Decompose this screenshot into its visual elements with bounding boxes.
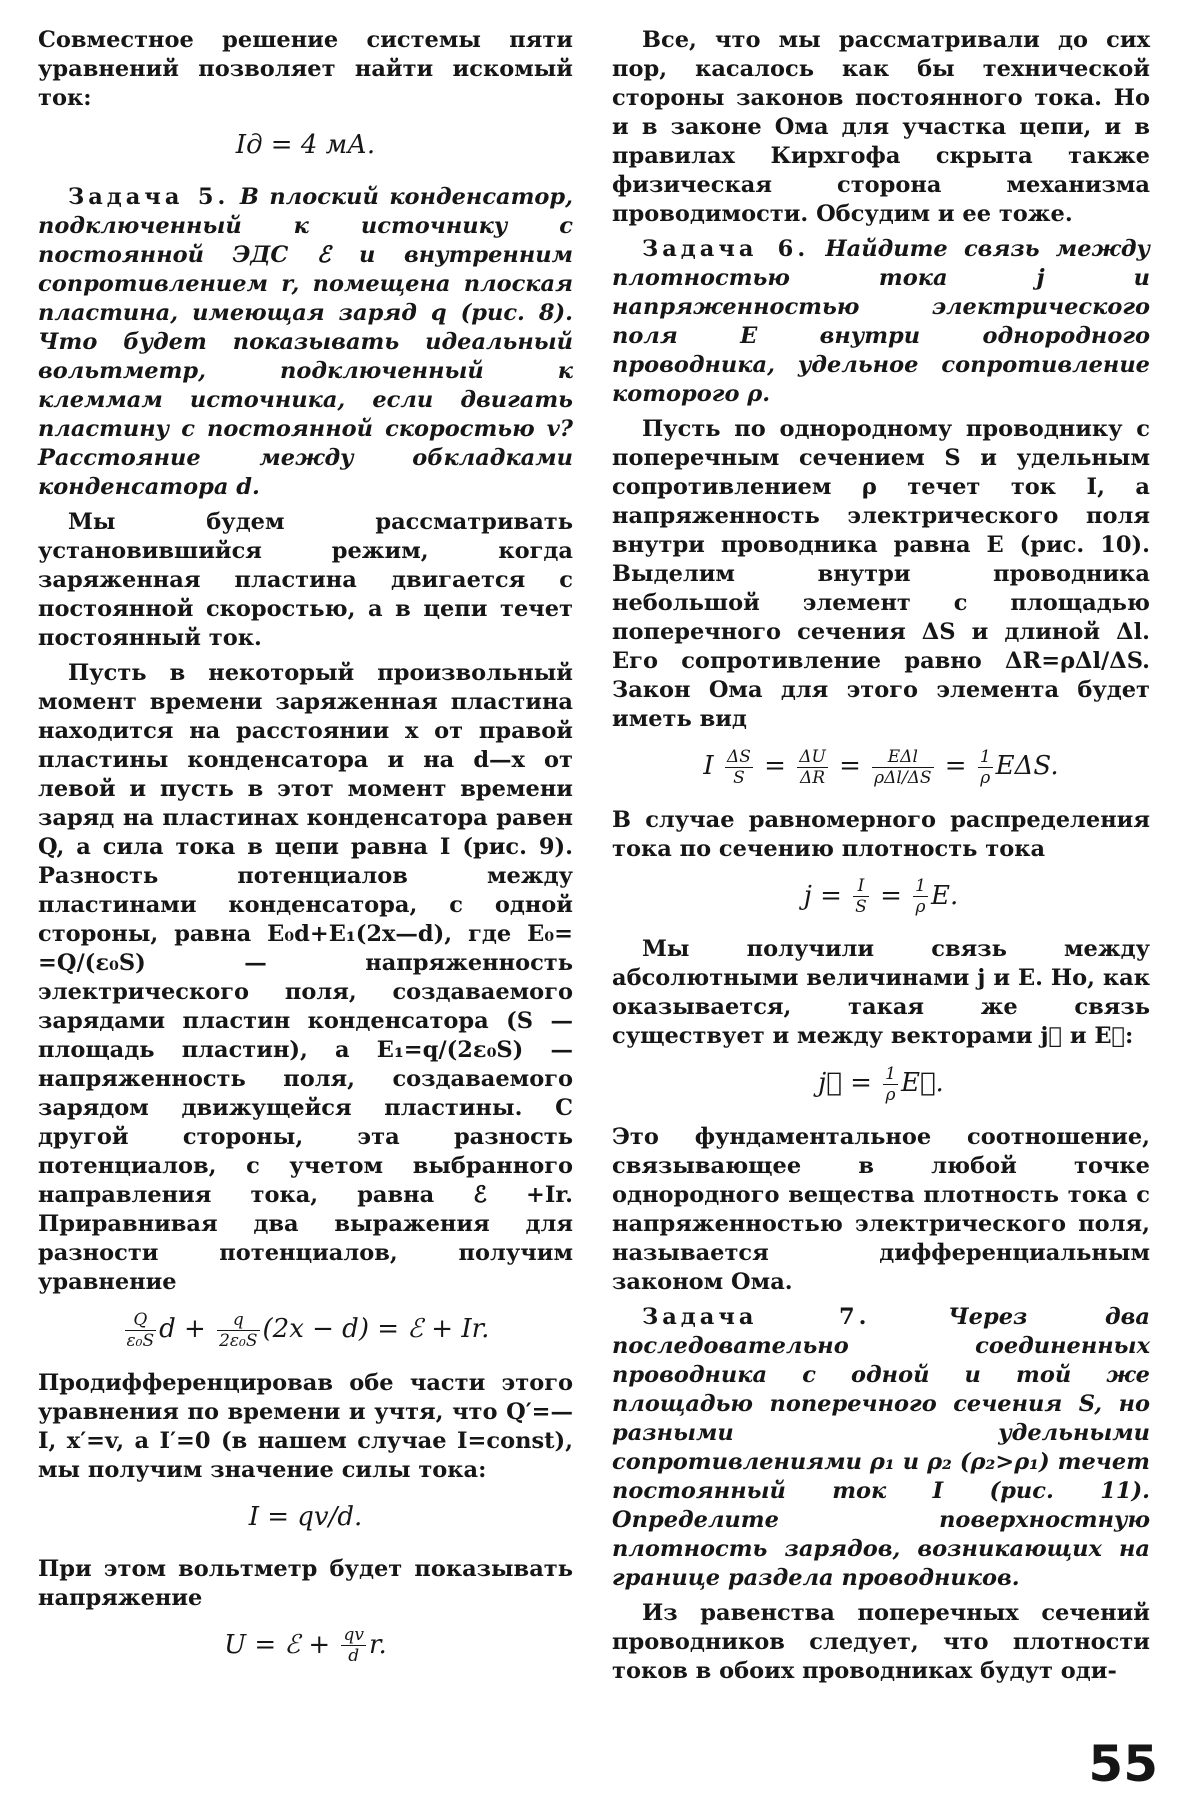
fraction: $\frac{1}{\rho}$ xyxy=(979,746,991,788)
right-column xyxy=(612,26,1150,1692)
fraction: $\frac{I}{S}$ xyxy=(855,876,867,917)
paragraph: При этом вольтметр будет показывать напряжение xyxy=(38,1555,573,1611)
fraction: $\frac{1}{\rho}$ xyxy=(885,1063,896,1105)
paragraph: Все, что мы рассматривали до сих пор, касалось как бы технической стороны законов постоянного тока. Но и в законе Ома для участка цепи, и в правилах Кирхгофа скрыта также физическая сторона механизма проводимости. Обсудим и ее тоже. xyxy=(612,27,1150,227)
equation-vector-ohm: j⃗ = $\frac{1}{\rho}$ E⃗. xyxy=(818,1063,944,1105)
task-text: В плоский конденсатор, подключенный к источнику с постоянной ЭДС ℰ и внутренним сопротивлением r, помещена плоская пластина, имеющая заряд q (рис. 8). Что будет показывать идеальный вольтметр, подключенный к клеммам источника, если двигать пластину с постоянной скоростью v? Расстояние между обкладками конденсатора d. xyxy=(38,184,573,500)
task-text: Найдите связь между плотностью тока j и напряженностью электрического поля E внутри однородного проводника, удельное сопротивление которого ρ. xyxy=(612,236,1150,407)
paragraph: Совместное решение системы пяти уравнений позволяет найти искомый ток: xyxy=(38,27,573,111)
paragraph: Продифференцировав обе части этого уравнения по времени и учтя, что Q′=—I, x′=v, а I′=0 (в нашем случае I=const), мы получим значение силы тока: xyxy=(38,1369,573,1483)
task-label: Задача 7. xyxy=(642,1303,871,1330)
equation-current-value: Iд = 4 мА. xyxy=(235,130,376,160)
fraction: $\frac{1}{\rho}$ xyxy=(915,876,926,917)
task-text: Через два последовательно соединенных проводника с одной и той же площадью поперечного сечения S, но разными удельными сопротивлениями ρ₁ и ρ₂ (ρ₂>ρ₁) течет постоянный ток I (рис. 11). Определите поверхностную плотность зарядов, возникающих на границе раздела проводников. xyxy=(612,1303,1150,1591)
task-label: Задача 6. xyxy=(642,236,810,262)
fraction: $\frac{\Delta S}{S}$ xyxy=(726,746,751,788)
paragraph: Пусть по однородному проводнику с поперечным сечением S и удельным сопротивлением ρ течет ток I, а напряженность электрического поля внутри проводника равна E (рис. 10). Выделим внутри проводника небольшой элемент с площадью поперечного сечения ΔS и длиной Δl. Его сопротивление равно ΔR=ρΔl/ΔS. Закон Ома для этого элемента будет иметь вид xyxy=(612,416,1150,732)
paragraph: В случае равномерного распределения тока по сечению плотность тока xyxy=(612,806,1150,862)
paragraph: Мы получили связь между абсолютными величинами j и E. Но, как оказывается, такая же связь существует и между векторами j⃗ и E⃗: xyxy=(612,936,1150,1049)
paragraph: Из равенства поперечных сечений проводников следует, что плотности токов в обоих проводниках будут оди- xyxy=(612,1599,1150,1684)
task-7 xyxy=(612,1303,1150,1593)
equation-potential-difference: $\frac{Q}{\text{ε₀S}}$ d + $\frac{q}{\text{2ε₀S}}$ (2x − d) = ℰ + Ir. xyxy=(126,1309,490,1351)
paragraph: Пусть в некоторый произвольный момент времени заряженная пластина находится на расстоянии x от правой пластины конденсатора и на d—x от левой и пусть в этот момент времени заряд на пластинах конденсатора равен Q, а сила тока в цепи равна I (рис. 9). Разность потенциалов между пластинами конденсатора, с одной стороны, равна E₀d+E₁(2x—d), где E₀= =Q/(ε₀S) — напряженность электрического поля, создаваемого зарядами пластин конденсатора (S — площадь пластин), а E₁=q/(2ε₀S) — напряженность поля, создаваемого зарядом движущейся пластины. С другой стороны, эта разность потенциалов, с учетом выбранного направления тока, равна ℰ +Ir. Приравнивая два выражения для разности потенциалов, получим уравнение xyxy=(38,660,573,1295)
paragraph: Мы будем рассматривать установившийся режим, когда заряженная пластина двигается с постоянной скоростью, а в цепи течет постоянный ток. xyxy=(38,509,573,651)
left-column xyxy=(38,26,573,1684)
fraction: $\frac{Q}{\text{ε₀S}}$ xyxy=(126,1309,155,1351)
fraction: $\frac{qv}{d}$ xyxy=(343,1625,364,1666)
task-6 xyxy=(612,235,1150,409)
page-number: 55 xyxy=(1088,1735,1158,1793)
task-5 xyxy=(38,183,573,502)
fraction: $\frac{\Delta U}{\Delta R}$ xyxy=(799,746,826,788)
equation-voltage: U = ℰ + $\frac{qv}{d}$ r. xyxy=(224,1625,387,1666)
equation-current-density: j = $\frac{I}{S}$ = $\frac{1}{\rho}$ E. xyxy=(803,876,959,917)
task-label: Задача 5. xyxy=(68,184,230,210)
fraction: $\frac{q}{\text{2ε₀S}}$ xyxy=(219,1309,258,1351)
fraction: $\frac{\text{EΔl}}{\text{ρΔl/ΔS}}$ xyxy=(874,746,932,788)
equation-ohm-element: I $\frac{\Delta S}{S}$ = $\frac{\Delta U}{\Delta R}$ = $\frac{\text{EΔl}}{\text{ρΔl/ΔS}}$ = $\frac{1}{\rho}$ EΔS. xyxy=(703,746,1059,788)
paragraph: Это фундаментальное соотношение, связывающее в любой точке однородного вещества плотность тока с напряженностью электрического поля, называется дифференциальным законом Ома. xyxy=(612,1123,1150,1295)
equation-current: I = qv/d. xyxy=(248,1501,363,1532)
